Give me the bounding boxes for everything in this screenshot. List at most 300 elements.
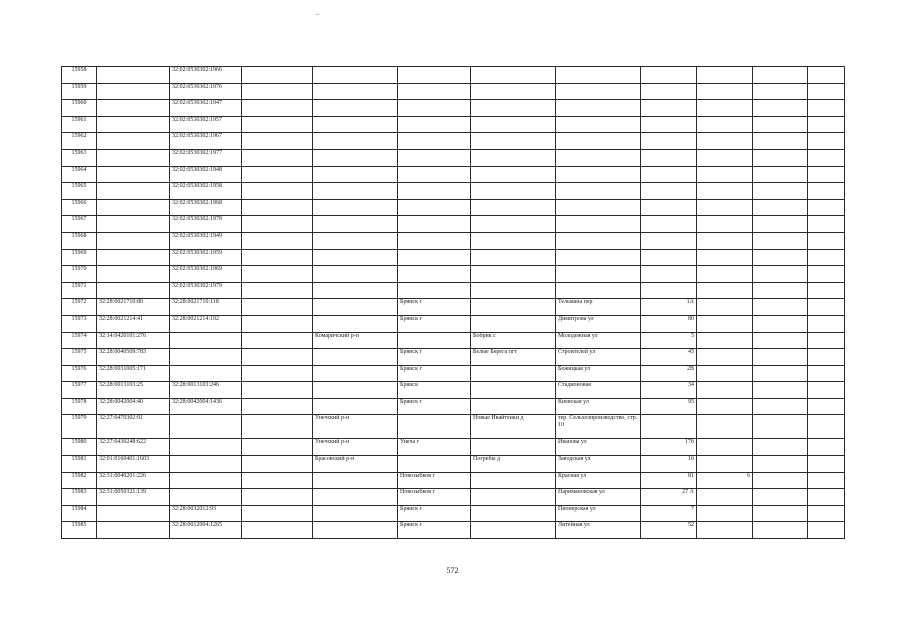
empty-cell bbox=[808, 232, 845, 249]
row-number-cell: 15984 bbox=[62, 505, 97, 522]
empty-cell bbox=[242, 398, 313, 415]
cadastral-number-cell bbox=[97, 83, 170, 100]
table-row bbox=[62, 315, 845, 332]
settlement-cell: Погребы д bbox=[471, 456, 556, 473]
table-row bbox=[62, 282, 845, 299]
empty-cell bbox=[808, 133, 845, 150]
house-number-cell bbox=[641, 266, 697, 283]
new-cadastral-number-cell: 32:02:0530302:1948 bbox=[170, 166, 242, 183]
new-cadastral-number-cell bbox=[170, 456, 242, 473]
empty-cell bbox=[808, 67, 845, 84]
table-row bbox=[62, 249, 845, 266]
building-number-cell bbox=[697, 456, 753, 473]
cadastral-number-cell: 32:31:0050321:139 bbox=[97, 489, 170, 506]
empty-cell bbox=[753, 398, 808, 415]
district-cell: Комаричский р-н bbox=[313, 332, 398, 349]
empty-cell bbox=[808, 472, 845, 489]
table-row bbox=[62, 522, 845, 539]
cadastral-number-cell bbox=[97, 282, 170, 299]
empty-cell bbox=[808, 100, 845, 117]
street-cell bbox=[556, 100, 641, 117]
district-cell bbox=[313, 315, 398, 332]
empty-cell bbox=[753, 166, 808, 183]
city-cell: Новозыбков г bbox=[398, 489, 471, 506]
building-number-cell bbox=[697, 522, 753, 539]
house-number-cell bbox=[641, 249, 697, 266]
row-number-cell: 15965 bbox=[62, 183, 97, 200]
settlement-cell bbox=[471, 183, 556, 200]
empty-cell bbox=[753, 489, 808, 506]
new-cadastral-number-cell: 32:28:0013103:246 bbox=[170, 382, 242, 399]
empty-cell bbox=[808, 398, 845, 415]
city-cell bbox=[398, 116, 471, 133]
cadastral-number-cell bbox=[97, 166, 170, 183]
new-cadastral-number-cell: 32:02:0530302:1949 bbox=[170, 232, 242, 249]
table-row bbox=[62, 149, 845, 166]
empty-cell bbox=[242, 472, 313, 489]
district-cell bbox=[313, 299, 398, 316]
house-number-cell: 17б bbox=[641, 439, 697, 456]
new-cadastral-number-cell: 32:02:0530302:1978 bbox=[170, 216, 242, 233]
street-cell bbox=[556, 133, 641, 150]
building-number-cell bbox=[697, 365, 753, 382]
city-cell: Новозыбков г bbox=[398, 472, 471, 489]
district-cell bbox=[313, 489, 398, 506]
street-cell bbox=[556, 199, 641, 216]
new-cadastral-number-cell bbox=[170, 365, 242, 382]
street-cell: Пионерская ул bbox=[556, 505, 641, 522]
table-row bbox=[62, 133, 845, 150]
street-cell: тер. Сельхозпроизводство, стр. 10 bbox=[556, 415, 641, 439]
empty-cell bbox=[242, 266, 313, 283]
building-number-cell bbox=[697, 332, 753, 349]
empty-cell bbox=[808, 489, 845, 506]
settlement-cell bbox=[471, 489, 556, 506]
cadastral-number-cell: 32:28:0013103:25 bbox=[97, 382, 170, 399]
empty-cell bbox=[753, 415, 808, 439]
empty-cell bbox=[242, 83, 313, 100]
building-number-cell bbox=[697, 216, 753, 233]
house-number-cell bbox=[641, 216, 697, 233]
city-cell bbox=[398, 456, 471, 473]
empty-cell bbox=[808, 439, 845, 456]
settlement-cell bbox=[471, 439, 556, 456]
empty-cell bbox=[808, 249, 845, 266]
street-cell: Киевская ул bbox=[556, 398, 641, 415]
district-cell bbox=[313, 249, 398, 266]
house-number-cell bbox=[641, 100, 697, 117]
cadastral-number-cell: 32:01:0160401:1603 bbox=[97, 456, 170, 473]
settlement-cell bbox=[471, 83, 556, 100]
house-number-cell bbox=[641, 282, 697, 299]
empty-cell bbox=[808, 116, 845, 133]
street-cell: Заводская ул bbox=[556, 456, 641, 473]
district-cell bbox=[313, 365, 398, 382]
settlement-cell bbox=[471, 299, 556, 316]
building-number-cell bbox=[697, 149, 753, 166]
table-row bbox=[62, 100, 845, 117]
cadastral-number-cell bbox=[97, 266, 170, 283]
building-number-cell bbox=[697, 439, 753, 456]
empty-cell bbox=[808, 382, 845, 399]
new-cadastral-number-cell bbox=[170, 415, 242, 439]
street-cell: Молодежная ул bbox=[556, 332, 641, 349]
district-cell: Унечский р-н bbox=[313, 415, 398, 439]
street-cell bbox=[556, 83, 641, 100]
settlement-cell bbox=[471, 133, 556, 150]
settlement-cell: Белые Берега пгт bbox=[471, 349, 556, 366]
house-number-cell bbox=[641, 149, 697, 166]
building-number-cell bbox=[697, 398, 753, 415]
empty-cell bbox=[753, 199, 808, 216]
district-cell bbox=[313, 100, 398, 117]
cadastral-number-cell bbox=[97, 505, 170, 522]
registry-table bbox=[61, 66, 845, 539]
empty-cell bbox=[753, 266, 808, 283]
new-cadastral-number-cell: 32:02:0530302:1966 bbox=[170, 67, 242, 84]
empty-cell bbox=[808, 522, 845, 539]
table-row bbox=[62, 183, 845, 200]
empty-cell bbox=[753, 349, 808, 366]
table-row bbox=[62, 456, 845, 473]
district-cell: Унечский р-н bbox=[313, 439, 398, 456]
new-cadastral-number-cell: 32:28:0021214:102 bbox=[170, 315, 242, 332]
district-cell bbox=[313, 232, 398, 249]
city-cell bbox=[398, 282, 471, 299]
row-number-cell: 15966 bbox=[62, 199, 97, 216]
empty-cell bbox=[242, 382, 313, 399]
city-cell bbox=[398, 199, 471, 216]
house-number-cell: 27 А bbox=[641, 489, 697, 506]
street-cell: Литейная ул bbox=[556, 522, 641, 539]
empty-cell bbox=[753, 365, 808, 382]
district-cell bbox=[313, 382, 398, 399]
table-row bbox=[62, 83, 845, 100]
cadastral-number-cell bbox=[97, 232, 170, 249]
table-row bbox=[62, 505, 845, 522]
row-number-cell: 15974 bbox=[62, 332, 97, 349]
street-cell: Красная ул bbox=[556, 472, 641, 489]
row-number-cell: 15975 bbox=[62, 349, 97, 366]
street-cell bbox=[556, 249, 641, 266]
empty-cell bbox=[753, 116, 808, 133]
new-cadastral-number-cell: 32:02:0530302:1958 bbox=[170, 183, 242, 200]
empty-cell bbox=[242, 439, 313, 456]
empty-cell bbox=[753, 505, 808, 522]
row-number-cell: 15971 bbox=[62, 282, 97, 299]
empty-cell bbox=[242, 299, 313, 316]
empty-cell bbox=[242, 522, 313, 539]
empty-cell bbox=[808, 349, 845, 366]
table-row bbox=[62, 116, 845, 133]
row-number-cell: 15985 bbox=[62, 522, 97, 539]
house-number-cell: 1б bbox=[641, 456, 697, 473]
empty-cell bbox=[753, 282, 808, 299]
cadastral-number-cell bbox=[97, 522, 170, 539]
row-number-cell: 15963 bbox=[62, 149, 97, 166]
city-cell bbox=[398, 100, 471, 117]
empty-cell bbox=[808, 282, 845, 299]
street-cell: Тельмана пер bbox=[556, 299, 641, 316]
table-row bbox=[62, 332, 845, 349]
new-cadastral-number-cell: 32:02:0530302:1957 bbox=[170, 116, 242, 133]
new-cadastral-number-cell: 32:28:0032012:93 bbox=[170, 505, 242, 522]
cadastral-number-cell: 32:28:0021710:80 bbox=[97, 299, 170, 316]
house-number-cell: 81 bbox=[641, 472, 697, 489]
street-cell: Стадионовая bbox=[556, 382, 641, 399]
cadastral-number-cell: 32:27:0430248:622 bbox=[97, 439, 170, 456]
city-cell bbox=[398, 83, 471, 100]
district-cell bbox=[313, 183, 398, 200]
cadastral-number-cell: 32:28:0040509:783 bbox=[97, 349, 170, 366]
street-cell: Наримановская ул bbox=[556, 489, 641, 506]
house-number-cell: 95 bbox=[641, 398, 697, 415]
row-number-cell: 15982 bbox=[62, 472, 97, 489]
empty-cell bbox=[753, 299, 808, 316]
empty-cell bbox=[242, 149, 313, 166]
city-cell bbox=[398, 183, 471, 200]
empty-cell bbox=[242, 415, 313, 439]
district-cell bbox=[313, 116, 398, 133]
new-cadastral-number-cell: 32:02:0530302:1979 bbox=[170, 282, 242, 299]
building-number-cell bbox=[697, 249, 753, 266]
settlement-cell bbox=[471, 100, 556, 117]
empty-cell bbox=[808, 183, 845, 200]
empty-cell bbox=[753, 149, 808, 166]
row-number-cell: 15968 bbox=[62, 232, 97, 249]
district-cell bbox=[313, 216, 398, 233]
row-number-cell: 15964 bbox=[62, 166, 97, 183]
city-cell: Брянск bbox=[398, 382, 471, 399]
cadastral-number-cell: 32:14:0420101:276 bbox=[97, 332, 170, 349]
new-cadastral-number-cell bbox=[170, 489, 242, 506]
table-row bbox=[62, 349, 845, 366]
table-row bbox=[62, 398, 845, 415]
building-number-cell bbox=[697, 299, 753, 316]
district-cell bbox=[313, 472, 398, 489]
row-number-cell: 15970 bbox=[62, 266, 97, 283]
empty-cell bbox=[753, 382, 808, 399]
empty-cell bbox=[753, 456, 808, 473]
table-row bbox=[62, 415, 845, 439]
building-number-cell bbox=[697, 100, 753, 117]
settlement-cell bbox=[471, 67, 556, 84]
row-number-cell: 15983 bbox=[62, 489, 97, 506]
empty-cell bbox=[808, 149, 845, 166]
empty-cell bbox=[242, 489, 313, 506]
settlement-cell bbox=[471, 398, 556, 415]
cadastral-number-cell: 32:28:0031005:171 bbox=[97, 365, 170, 382]
page-number: 572 bbox=[446, 566, 459, 575]
street-cell: Иванова ул bbox=[556, 439, 641, 456]
street-cell bbox=[556, 166, 641, 183]
house-number-cell: 34 bbox=[641, 382, 697, 399]
city-cell bbox=[398, 249, 471, 266]
empty-cell bbox=[242, 183, 313, 200]
empty-cell bbox=[808, 299, 845, 316]
settlement-cell bbox=[471, 199, 556, 216]
street-cell bbox=[556, 216, 641, 233]
street-cell bbox=[556, 282, 641, 299]
house-number-cell: 2В bbox=[641, 365, 697, 382]
street-cell: Димитрова ул bbox=[556, 315, 641, 332]
building-number-cell bbox=[697, 166, 753, 183]
district-cell bbox=[313, 199, 398, 216]
building-number-cell bbox=[697, 489, 753, 506]
empty-cell bbox=[242, 116, 313, 133]
house-number-cell: 5 bbox=[641, 332, 697, 349]
street-cell bbox=[556, 116, 641, 133]
empty-cell bbox=[753, 332, 808, 349]
building-number-cell bbox=[697, 282, 753, 299]
settlement-cell bbox=[471, 315, 556, 332]
district-cell: Брасовский р-н bbox=[313, 456, 398, 473]
city-cell: Брянск г bbox=[398, 398, 471, 415]
empty-cell bbox=[808, 266, 845, 283]
empty-cell bbox=[753, 249, 808, 266]
settlement-cell bbox=[471, 382, 556, 399]
settlement-cell bbox=[471, 505, 556, 522]
street-cell bbox=[556, 232, 641, 249]
district-cell bbox=[313, 83, 398, 100]
empty-cell bbox=[753, 472, 808, 489]
district-cell bbox=[313, 67, 398, 84]
street-cell bbox=[556, 183, 641, 200]
building-number-cell bbox=[697, 382, 753, 399]
empty-cell bbox=[753, 133, 808, 150]
table-row bbox=[62, 382, 845, 399]
row-number-cell: 15967 bbox=[62, 216, 97, 233]
new-cadastral-number-cell: 32:28:0012004:1265 bbox=[170, 522, 242, 539]
empty-cell bbox=[753, 100, 808, 117]
house-number-cell bbox=[641, 67, 697, 84]
settlement-cell bbox=[471, 149, 556, 166]
empty-cell bbox=[242, 249, 313, 266]
table-row bbox=[62, 166, 845, 183]
settlement-cell bbox=[471, 522, 556, 539]
building-number-cell bbox=[697, 67, 753, 84]
house-number-cell bbox=[641, 415, 697, 439]
settlement-cell bbox=[471, 365, 556, 382]
house-number-cell: 80 bbox=[641, 315, 697, 332]
street-cell: Бежицкая ул bbox=[556, 365, 641, 382]
city-cell bbox=[398, 232, 471, 249]
cadastral-number-cell bbox=[97, 183, 170, 200]
empty-cell bbox=[753, 83, 808, 100]
cadastral-number-cell bbox=[97, 249, 170, 266]
empty-cell bbox=[808, 199, 845, 216]
table-row bbox=[62, 216, 845, 233]
registry-rows bbox=[62, 67, 845, 539]
district-cell bbox=[313, 166, 398, 183]
settlement-cell bbox=[471, 472, 556, 489]
settlement-cell bbox=[471, 232, 556, 249]
table-row bbox=[62, 489, 845, 506]
settlement-cell bbox=[471, 266, 556, 283]
city-cell bbox=[398, 133, 471, 150]
empty-cell bbox=[808, 456, 845, 473]
building-number-cell bbox=[697, 199, 753, 216]
settlement-cell bbox=[471, 166, 556, 183]
street-cell bbox=[556, 67, 641, 84]
building-number-cell bbox=[697, 505, 753, 522]
new-cadastral-number-cell: 32:02:0530302:1967 bbox=[170, 133, 242, 150]
row-number-cell: 15959 bbox=[62, 83, 97, 100]
district-cell bbox=[313, 149, 398, 166]
cadastral-number-cell: 32:31:0040201:226 bbox=[97, 472, 170, 489]
building-number-cell bbox=[697, 266, 753, 283]
city-cell bbox=[398, 266, 471, 283]
city-cell bbox=[398, 166, 471, 183]
district-cell bbox=[313, 133, 398, 150]
empty-cell bbox=[242, 216, 313, 233]
table-row bbox=[62, 266, 845, 283]
empty-cell bbox=[242, 166, 313, 183]
cadastral-number-cell bbox=[97, 216, 170, 233]
street-cell bbox=[556, 266, 641, 283]
empty-cell bbox=[753, 522, 808, 539]
row-number-cell: 15961 bbox=[62, 116, 97, 133]
new-cadastral-number-cell: 32:02:0530302:1959 bbox=[170, 249, 242, 266]
district-cell bbox=[313, 282, 398, 299]
row-number-cell: 15979 bbox=[62, 415, 97, 439]
city-cell bbox=[398, 216, 471, 233]
city-cell: Брянск г bbox=[398, 365, 471, 382]
cadastral-number-cell bbox=[97, 149, 170, 166]
empty-cell bbox=[808, 415, 845, 439]
house-number-cell: 45 bbox=[641, 349, 697, 366]
row-number-cell: 15973 bbox=[62, 315, 97, 332]
row-number-cell: 15977 bbox=[62, 382, 97, 399]
settlement-cell bbox=[471, 216, 556, 233]
building-number-cell bbox=[697, 183, 753, 200]
district-cell bbox=[313, 266, 398, 283]
new-cadastral-number-cell bbox=[170, 439, 242, 456]
row-number-cell: 15962 bbox=[62, 133, 97, 150]
city-cell bbox=[398, 67, 471, 84]
city-cell: Брянск г bbox=[398, 505, 471, 522]
new-cadastral-number-cell bbox=[170, 332, 242, 349]
empty-cell bbox=[242, 365, 313, 382]
empty-cell bbox=[808, 83, 845, 100]
new-cadastral-number-cell bbox=[170, 472, 242, 489]
empty-cell bbox=[753, 439, 808, 456]
table-row bbox=[62, 232, 845, 249]
empty-cell bbox=[242, 199, 313, 216]
street-cell bbox=[556, 149, 641, 166]
cadastral-number-cell bbox=[97, 100, 170, 117]
street-cell: Строителей ул bbox=[556, 349, 641, 366]
empty-cell bbox=[753, 67, 808, 84]
new-cadastral-number-cell: 32:02:0530302:1969 bbox=[170, 266, 242, 283]
row-number-cell: 15976 bbox=[62, 365, 97, 382]
settlement-cell: Новые Ивайтенки д bbox=[471, 415, 556, 439]
empty-cell bbox=[808, 166, 845, 183]
house-number-cell bbox=[641, 133, 697, 150]
district-cell bbox=[313, 349, 398, 366]
table-row bbox=[62, 67, 845, 84]
settlement-cell bbox=[471, 282, 556, 299]
empty-cell bbox=[753, 315, 808, 332]
settlement-cell bbox=[471, 249, 556, 266]
building-number-cell bbox=[697, 415, 753, 439]
new-cadastral-number-cell: 32:02:0530302:1968 bbox=[170, 199, 242, 216]
empty-cell bbox=[242, 505, 313, 522]
scan-mark bbox=[316, 14, 319, 15]
cadastral-number-cell: 32:28:0042004:40 bbox=[97, 398, 170, 415]
row-number-cell: 15972 bbox=[62, 299, 97, 316]
table-row bbox=[62, 299, 845, 316]
